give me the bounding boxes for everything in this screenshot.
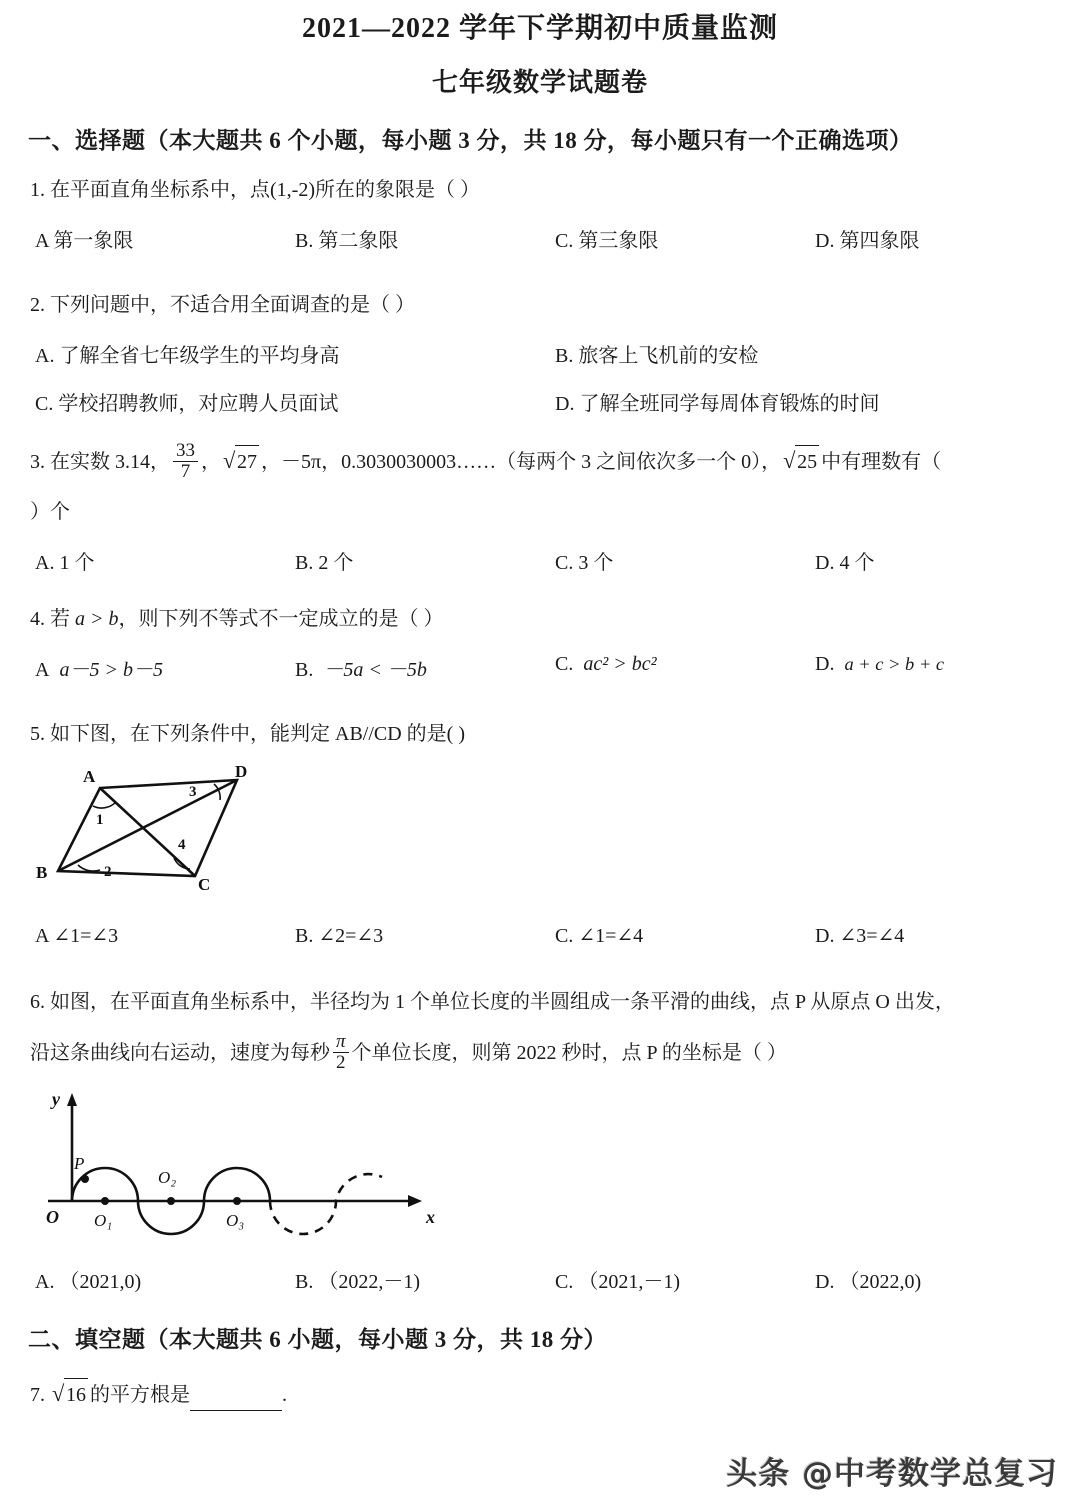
option-d[interactable]: D. 了解全班同学每周体育锻炼的时间 bbox=[555, 392, 880, 415]
fraction-denominator: 2 bbox=[333, 1052, 349, 1073]
watermark: 头条 @中考数学总复习 bbox=[726, 1456, 1058, 1492]
q3-text-part-4: 中有理数有（ bbox=[821, 450, 942, 473]
option-b[interactable]: B. （2022,－1) bbox=[295, 1271, 420, 1294]
option-expression: a－5 > b－5 bbox=[59, 659, 163, 682]
option-letter: A bbox=[35, 659, 50, 682]
section-heading-fill-in-blank: 二、填空题（本大题共 6 小题，每小题 3 分，共 18 分） bbox=[28, 1327, 607, 1353]
vertex-label-b: B bbox=[36, 863, 48, 883]
option-d[interactable]: D. 4 个 bbox=[815, 552, 875, 575]
axis-label-x: x bbox=[426, 1207, 435, 1228]
question-6-stem-line-1: 6. 如图，在平面直角坐标系中，半径均为 1 个单位长度的半圆组成一条平滑的曲线，点 P 从原点 O 出发， bbox=[30, 991, 955, 1014]
sqrt-16 bbox=[52, 1378, 88, 1411]
question-2-options-row-2 bbox=[0, 387, 1080, 417]
angle-label-2: 2 bbox=[104, 864, 112, 881]
vertex-label-a: A bbox=[83, 767, 96, 787]
option-d[interactable]: D. 第四象限 bbox=[815, 229, 920, 252]
option-c[interactable]: C. 第三象限 bbox=[555, 229, 659, 252]
vertex-label-d: D bbox=[235, 766, 248, 782]
question-3-options bbox=[0, 546, 1080, 576]
question-1-stem: 1. 在平面直角坐标系中，点(1,-2)所在的象限是（ ） bbox=[30, 178, 480, 201]
fraction-denominator: 7 bbox=[173, 461, 198, 482]
question-6-options bbox=[0, 1265, 1080, 1295]
q6-text-part-1: 沿这条曲线向右运动，速度为每秒 bbox=[30, 1042, 330, 1065]
option-a[interactable]: A 第一象限 bbox=[35, 229, 134, 252]
option-expression: ac² > bc² bbox=[583, 653, 657, 676]
page-subtitle: 七年级数学试题卷 bbox=[431, 67, 648, 97]
point-label-p: P bbox=[74, 1154, 85, 1174]
fraction-pi-over-2 bbox=[333, 1032, 349, 1073]
q6-text-part-2: 个单位长度，则第 2022 秒时，点 P 的坐标是（ ） bbox=[351, 1042, 787, 1065]
fraction-numerator: 33 bbox=[176, 439, 195, 461]
angle-label-1: 1 bbox=[96, 812, 104, 829]
question-2-options-row-1 bbox=[0, 339, 1080, 369]
option-a[interactable]: A. （2021,0) bbox=[35, 1271, 142, 1294]
question-7-stem bbox=[30, 1378, 1050, 1411]
axis-label-y: y bbox=[52, 1089, 60, 1110]
option-a[interactable]: A ∠1=∠3 bbox=[35, 925, 119, 948]
option-a[interactable] bbox=[35, 653, 163, 682]
option-c[interactable]: C. 3 个 bbox=[555, 552, 614, 575]
option-expression: a + c > b + c bbox=[844, 654, 944, 675]
section-heading-multiple-choice: 一、选择题（本大题共 6 个小题，每小题 3 分，共 18 分，每小题只有一个正确选项） bbox=[28, 127, 913, 153]
q7-text-part-1: 7. bbox=[30, 1384, 50, 1407]
q4-text-part-2: ，则下列不等式不一定成立的是（ ） bbox=[118, 608, 444, 631]
point-label-o1: O₁ bbox=[94, 1211, 113, 1231]
option-d[interactable] bbox=[815, 653, 944, 676]
option-a[interactable]: A. 了解全省七年级学生的平均身高 bbox=[35, 344, 340, 367]
q4-inequality: a > b bbox=[75, 608, 119, 631]
question-4-options bbox=[0, 653, 1080, 683]
q3-text-part-3: ，－5π，0.3030030003……（每两个 3 之间依次多一个 0）， bbox=[261, 450, 782, 473]
exam-page bbox=[0, 10, 1080, 1507]
question-2-stem: 2. 下列问题中，不适合用全面调查的是（ ） bbox=[30, 293, 415, 316]
option-expression: －5a < －5b bbox=[323, 659, 427, 682]
sqrt-25 bbox=[783, 445, 819, 478]
option-c[interactable]: C. ∠1=∠4 bbox=[555, 925, 644, 948]
option-b[interactable]: B. 2 个 bbox=[295, 552, 354, 575]
sqrt-radicand: 25 bbox=[795, 445, 819, 478]
question-5-figure bbox=[30, 766, 1080, 901]
option-a[interactable]: A. 1 个 bbox=[35, 552, 95, 575]
question-4-stem bbox=[30, 604, 1050, 635]
option-letter: B. bbox=[295, 659, 314, 682]
sqrt-radicand: 27 bbox=[235, 445, 259, 478]
sqrt-radicand: 16 bbox=[64, 1378, 88, 1411]
semicircle-curve-diagram bbox=[30, 1089, 450, 1254]
question-3-stem bbox=[30, 439, 1050, 484]
vertex-label-c: C bbox=[198, 875, 211, 895]
option-b[interactable] bbox=[295, 653, 427, 682]
fraction-33-over-7 bbox=[173, 441, 198, 482]
option-d[interactable]: D. ∠3=∠4 bbox=[815, 925, 905, 948]
option-letter: D. bbox=[815, 653, 835, 676]
question-3-stem-continued: ）个 bbox=[30, 501, 70, 524]
option-d[interactable]: D. （2022,0) bbox=[815, 1271, 922, 1294]
q3-text-part-2: ， bbox=[201, 450, 221, 473]
question-6-stem-line-2 bbox=[30, 1031, 1050, 1075]
option-c[interactable] bbox=[555, 653, 657, 676]
point-label-o3: O₃ bbox=[226, 1211, 245, 1231]
fraction-numerator: π bbox=[336, 1031, 346, 1053]
angle-label-4: 4 bbox=[178, 837, 186, 854]
option-b[interactable]: B. 第二象限 bbox=[295, 229, 399, 252]
option-b[interactable]: B. ∠2=∠3 bbox=[295, 925, 384, 948]
question-5-options bbox=[0, 923, 1080, 953]
angle-label-3: 3 bbox=[189, 784, 197, 801]
point-label-o2: O₂ bbox=[158, 1168, 177, 1188]
q3-text-part-1: 3. 在实数 3.14， bbox=[30, 450, 170, 473]
page-title: 2021—2022 学年下学期初中质量监测 bbox=[301, 13, 778, 44]
option-b[interactable]: B. 旅客上飞机前的安检 bbox=[555, 344, 759, 367]
option-letter: C. bbox=[555, 653, 574, 676]
question-5-stem: 5. 如下图，在下列条件中，能判定 AB//CD 的是( ) bbox=[30, 723, 465, 746]
q4-text-part-1: 4. 若 bbox=[30, 608, 75, 631]
option-c[interactable]: C. （2021,－1) bbox=[555, 1271, 680, 1294]
q7-text-part-3: . bbox=[282, 1384, 287, 1407]
question-6-figure bbox=[30, 1089, 1080, 1259]
option-c[interactable]: C. 学校招聘教师，对应聘人员面试 bbox=[35, 392, 339, 415]
question-1-options bbox=[0, 224, 1080, 254]
sqrt-27 bbox=[223, 445, 259, 478]
parallelogram-diagram bbox=[30, 766, 280, 896]
q7-text-part-2: 的平方根是 bbox=[90, 1384, 190, 1407]
answer-blank[interactable] bbox=[190, 1390, 282, 1411]
origin-label-o: O bbox=[46, 1207, 59, 1228]
